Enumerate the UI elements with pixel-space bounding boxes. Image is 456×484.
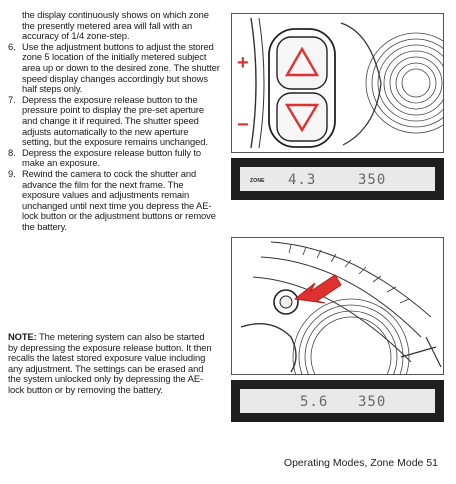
lcd-panel (240, 167, 435, 191)
shutter-speed-value: 350 (358, 394, 387, 410)
step-6 (8, 42, 220, 95)
step-list (8, 42, 220, 233)
intro-text: the display continuously shows on which zone the presently metered area will fall with an accuracy of 1/4 zone-step. (22, 9, 209, 42)
step-number: 7. (8, 93, 16, 105)
shutter-speed-value: 350 (358, 172, 387, 188)
page-footer: Operating Modes, Zone Mode 51 (283, 457, 438, 469)
lcd-display-zone (231, 158, 444, 200)
step-text: Depress the exposure release button to the pressure point to display the pre-set aperture and change it if required. The shutter speed adjusts automatically to the new aperture setting, but the exposure remains unchanged. (22, 93, 208, 148)
step-text: Rewind the camera to cock the shutter and advance the film for the next frame. The exposure values and adjustments remain unchanged until next time you depress the AE-lock button or the adjustment buttons or remove the battery. (22, 167, 216, 232)
step-number: 9. (8, 167, 16, 179)
note-text: The metering system can also be started by depressing the exposure release button. It then recalls the latest stored exposure value including any adjustment. The settings can be erased and the system unlocked only by depressing the AE-lock button or by removing the battery. (8, 331, 212, 395)
step-7 (8, 95, 220, 148)
step-text: Depress the exposure release button fully to make an exposure. (22, 146, 202, 169)
aperture-value: 5.6 (300, 394, 329, 410)
note-label: NOTE: (8, 331, 37, 342)
step-8 (8, 148, 220, 169)
step-number: 8. (8, 146, 16, 158)
note-paragraph (8, 332, 216, 396)
camera-buttons-drawing (231, 13, 444, 153)
ae-lock-drawing (231, 237, 444, 375)
adjustment-buttons-illustration (231, 13, 444, 153)
instruction-column (8, 10, 220, 232)
minus-sign: − (237, 114, 249, 136)
zone-value: 4.3 (288, 172, 317, 188)
plus-sign: + (237, 52, 249, 74)
lcd-display-exposure (231, 380, 444, 422)
step-text: Use the adjustment buttons to adjust the stored zone 5 location of the initially metered subject area up or down to the desired zone. The shutter speed display changes accordingly but shows half steps only. (22, 40, 220, 95)
ae-lock-illustration (231, 237, 444, 375)
step-number: 6. (8, 40, 16, 52)
lcd-panel (240, 389, 435, 413)
zone-label: ZONE (250, 178, 265, 184)
step-9 (8, 169, 220, 233)
